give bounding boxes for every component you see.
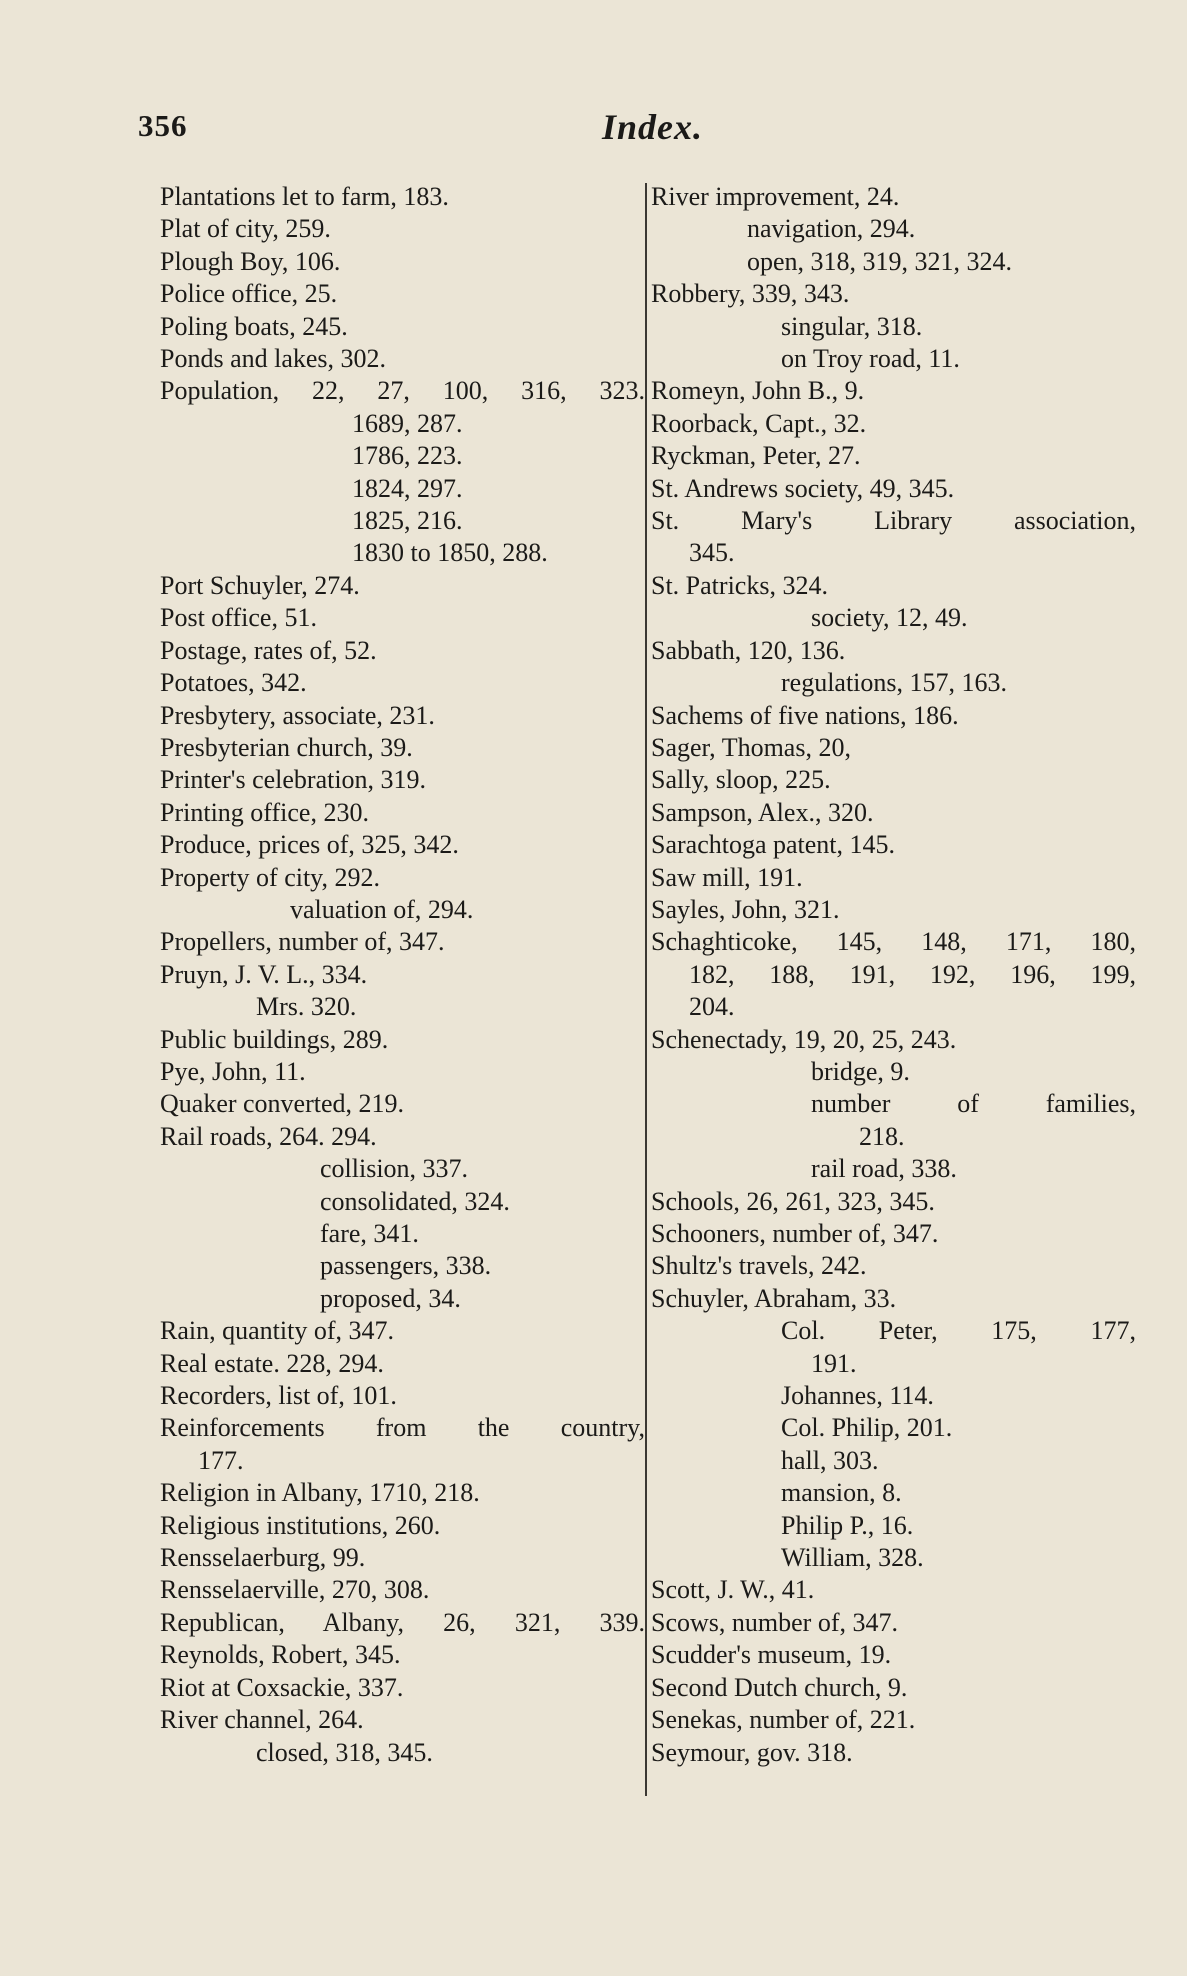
index-entry: Pye, John, 11. <box>160 1056 306 1086</box>
index-entry: Sarachtoga patent, 145. <box>651 830 896 860</box>
index-entry: Presbyterian church, 39. <box>160 732 413 762</box>
index-entry: Rain, quantity of, 347. <box>160 1316 394 1346</box>
index-entry: closed, 318, 345. <box>256 1737 433 1767</box>
index-entry: Religion in Albany, 1710, 218. <box>160 1478 480 1508</box>
index-entry: Rensselaerburg, 99. <box>160 1543 366 1573</box>
index-entry: open, 318, 319, 321, 324. <box>747 246 1013 276</box>
index-entry: Schuyler, Abraham, 33. <box>651 1283 897 1313</box>
index-entry: hall, 303. <box>781 1445 879 1475</box>
index-entry: Saw mill, 191. <box>651 862 803 892</box>
index-entry: proposed, 34. <box>320 1283 461 1313</box>
index-column-left <box>160 181 645 1769</box>
index-entry: Johannes, 114. <box>781 1381 934 1411</box>
index-entry: Pruyn, J. V. L., 334. <box>160 959 368 989</box>
index-entry: Rail roads, 264. 294. <box>160 1121 377 1151</box>
index-entry: Produce, prices of, 325, 342. <box>160 830 459 860</box>
index-entry: Sager, Thomas, 20, <box>651 732 851 762</box>
index-entry: Plantations let to farm, 183. <box>160 182 449 211</box>
index-entry: Schools, 26, 261, 323, 345. <box>651 1186 935 1216</box>
index-entry: 1824, 297. <box>352 473 463 503</box>
index-entry: Population, 22, 27, 100, 316, 323. <box>160 376 645 406</box>
index-entry: 182, 188, 191, 192, 196, 199, <box>689 959 1136 989</box>
index-entry: valuation of, 294. <box>290 894 474 924</box>
index-entry: Col. Peter, 175, 177, <box>781 1316 1136 1346</box>
index-entry: Reynolds, Robert, 345. <box>160 1640 401 1670</box>
index-entry: Postage, rates of, 52. <box>160 635 377 665</box>
index-entry: rail road, 338. <box>811 1154 957 1184</box>
index-entry: River channel, 264. <box>160 1705 364 1735</box>
index-entry: Robbery, 339, 343. <box>651 279 850 309</box>
index-entry: Shultz's travels, 242. <box>651 1251 867 1281</box>
index-entry: Ryckman, Peter, 27. <box>651 441 861 471</box>
index-entry: Col. Philip, 201. <box>781 1413 953 1443</box>
index-entry: Sally, sloop, 225. <box>651 765 831 795</box>
index-entry: Sabbath, 120, 136. <box>651 635 846 665</box>
index-entry: Propellers, number of, 347. <box>160 927 445 957</box>
index-entry: Scudder's museum, 19. <box>651 1640 892 1670</box>
index-entry: navigation, 294. <box>747 214 916 244</box>
index-entry: collision, 337. <box>320 1154 469 1184</box>
index-entry: 218. <box>859 1121 905 1151</box>
index-entry: regulations, 157, 163. <box>781 668 1008 698</box>
index-entry: Post office, 51. <box>160 603 317 633</box>
index-entry: 345. <box>689 538 735 568</box>
index-entry: mansion, 8. <box>781 1478 902 1508</box>
index-entry: Reinforcements from the country, <box>160 1413 645 1443</box>
index-entry: Seymour, gov. 318. <box>651 1737 853 1767</box>
index-entry: Republican, Albany, 26, 321, 339. <box>160 1607 645 1637</box>
index-entry: St. Patricks, 324. <box>651 570 828 600</box>
running-head: Index. <box>602 107 704 147</box>
index-entry: Sayles, John, 321. <box>651 894 840 924</box>
index-entry: Religious institutions, 260. <box>160 1510 441 1540</box>
index-entry: Mrs. 320. <box>256 992 357 1022</box>
index-entry: 1830 to 1850, 288. <box>352 538 548 568</box>
index-entry: fare, 341. <box>320 1219 419 1248</box>
index-entry: Printing office, 230. <box>160 797 369 827</box>
index-entry: William, 328. <box>781 1543 924 1573</box>
index-entry: 204. <box>689 992 735 1022</box>
index-entry: Schooners, number of, 347. <box>651 1219 939 1248</box>
index-column-right <box>651 181 1136 1769</box>
index-entry: Scows, number of, 347. <box>651 1607 898 1637</box>
index-entry: Schaghticoke, 145, 148, 171, 180, <box>651 927 1136 957</box>
index-entry: Real estate. 228, 294. <box>160 1348 384 1378</box>
index-entry: number of families, <box>811 1089 1136 1119</box>
index-entry: Plat of city, 259. <box>160 214 331 244</box>
index-entry: Senekas, number of, 221. <box>651 1705 916 1735</box>
index-entry: Potatoes, 342. <box>160 668 307 698</box>
index-entry: Riot at Coxsackie, 337. <box>160 1672 404 1702</box>
index-entry: bridge, 9. <box>811 1056 910 1086</box>
index-entry: Property of city, 292. <box>160 862 380 892</box>
index-entry: 1786, 223. <box>352 441 463 471</box>
index-entry: society, 12, 49. <box>811 603 968 633</box>
index-entry: Poling boats, 245. <box>160 311 348 341</box>
index-entry: singular, 318. <box>781 311 923 341</box>
index-entry: Second Dutch church, 9. <box>651 1672 908 1702</box>
index-entry: consolidated, 324. <box>320 1186 510 1216</box>
index-entry: Philip P., 16. <box>781 1510 914 1540</box>
index-entry: 1825, 216. <box>352 506 463 536</box>
index-entry: St. Andrews society, 49, 345. <box>651 473 955 503</box>
index-entry: Quaker converted, 219. <box>160 1089 405 1119</box>
index-entry: 1689, 287. <box>352 408 463 438</box>
index-entry: Scott, J. W., 41. <box>651 1575 815 1605</box>
index-entry: Presbytery, associate, 231. <box>160 700 435 730</box>
index-entry: Printer's celebration, 319. <box>160 765 427 795</box>
index-entry: 191. <box>811 1348 857 1378</box>
index-entry: Sampson, Alex., 320. <box>651 797 874 827</box>
index-entry: Romeyn, John B., 9. <box>651 376 865 406</box>
index-entry: Sachems of five nations, 186. <box>651 700 959 730</box>
index-entry: Rensselaerville, 270, 308. <box>160 1575 430 1605</box>
page-number: 356 <box>138 108 188 143</box>
index-entry: Police office, 25. <box>160 279 338 309</box>
index-entry: Recorders, list of, 101. <box>160 1381 397 1411</box>
index-entry: passengers, 338. <box>320 1251 492 1281</box>
index-entry: 177. <box>198 1445 244 1475</box>
index-entry: Roorback, Capt., 32. <box>651 408 867 438</box>
index-entry: Port Schuyler, 274. <box>160 570 360 600</box>
index-entry: St. Mary's Library association, <box>651 506 1136 536</box>
index-entry: Ponds and lakes, 302. <box>160 344 387 374</box>
index-entry: Schenectady, 19, 20, 25, 243. <box>651 1024 957 1054</box>
index-entry: River improvement, 24. <box>651 182 900 211</box>
index-entry: on Troy road, 11. <box>781 344 960 374</box>
index-entry: Public buildings, 289. <box>160 1024 389 1054</box>
index-entry: Plough Boy, 106. <box>160 246 341 276</box>
column-divider <box>645 183 647 1796</box>
